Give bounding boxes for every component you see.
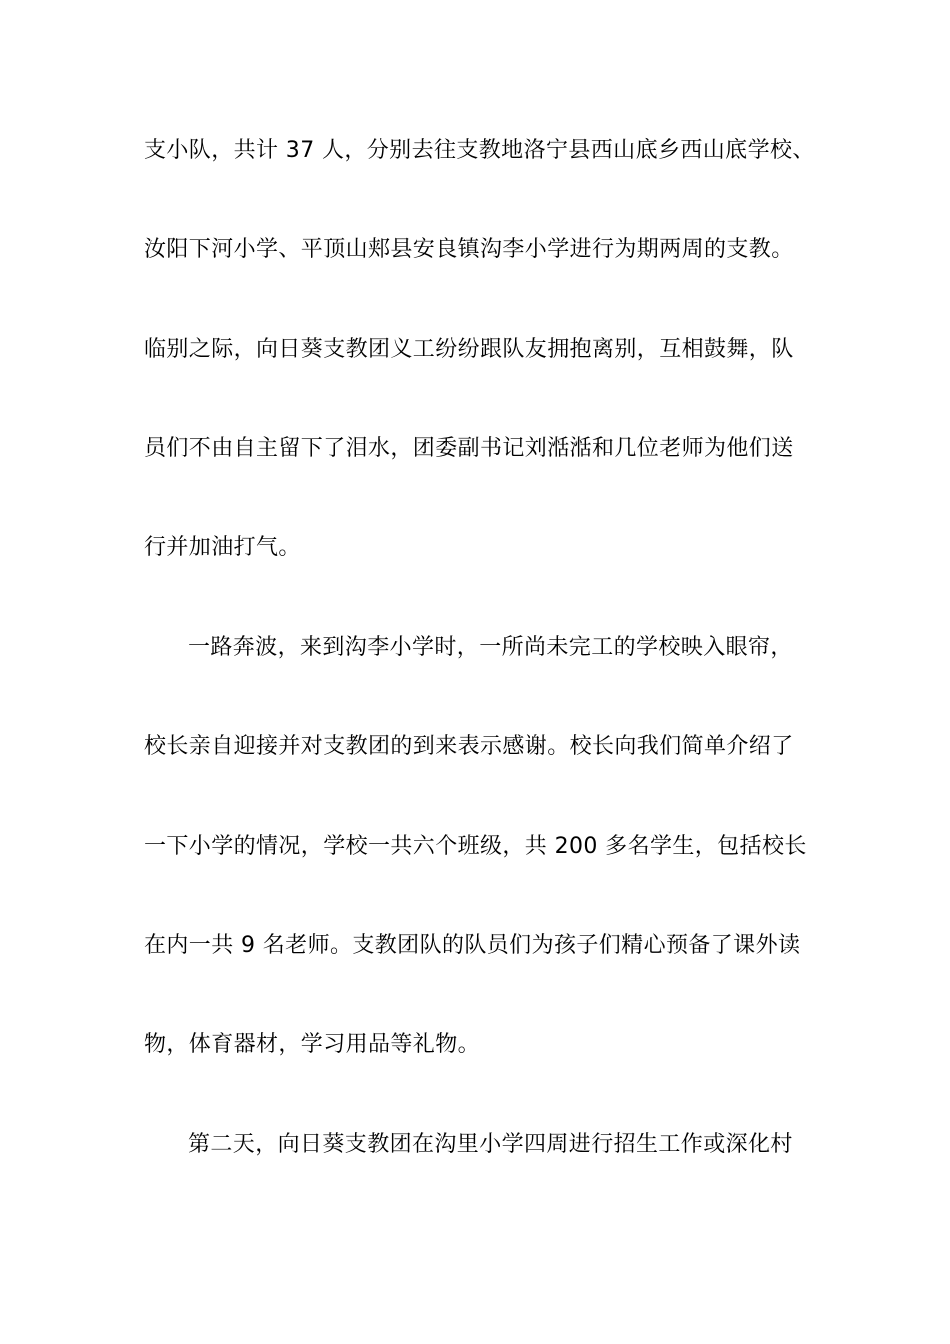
paragraph-first-line: 一路奔波，来到沟李小学时，一所尚未完工的学校映入眼帘，: [188, 635, 793, 660]
text-line: 行并加油打气。: [144, 535, 301, 560]
text-line: 物，体育器材，学习用品等礼物。: [144, 1032, 481, 1057]
text-line: 汝阳下河小学、平顶山郏县安良镇沟李小学进行为期两周的支教。: [144, 237, 794, 262]
text-line: 支小队，共计 37 人，分别去往支教地洛宁县西山底乡西山底学校、: [144, 138, 815, 163]
text-line: 员们不由自主留下了泪水，团委副书记刘湉湉和几位老师为他们送: [144, 436, 794, 461]
text-line: 临别之际，向日葵支教团义工纷纷跟队友拥抱离别，互相鼓舞，队: [144, 337, 794, 362]
paragraph-first-line: 第二天，向日葵支教团在沟里小学四周进行招生工作或深化村: [188, 1132, 793, 1157]
text-line: 一下小学的情况，学校一共六个班级，共 200 多名学生，包括校长: [144, 834, 807, 859]
text-line: 在内一共 9 名老师。支教团队的队员们为孩子们精心预备了课外读: [144, 933, 801, 958]
text-line: 校长亲自迎接并对支教团的到来表示感谢。校长向我们简单介绍了: [144, 734, 794, 759]
